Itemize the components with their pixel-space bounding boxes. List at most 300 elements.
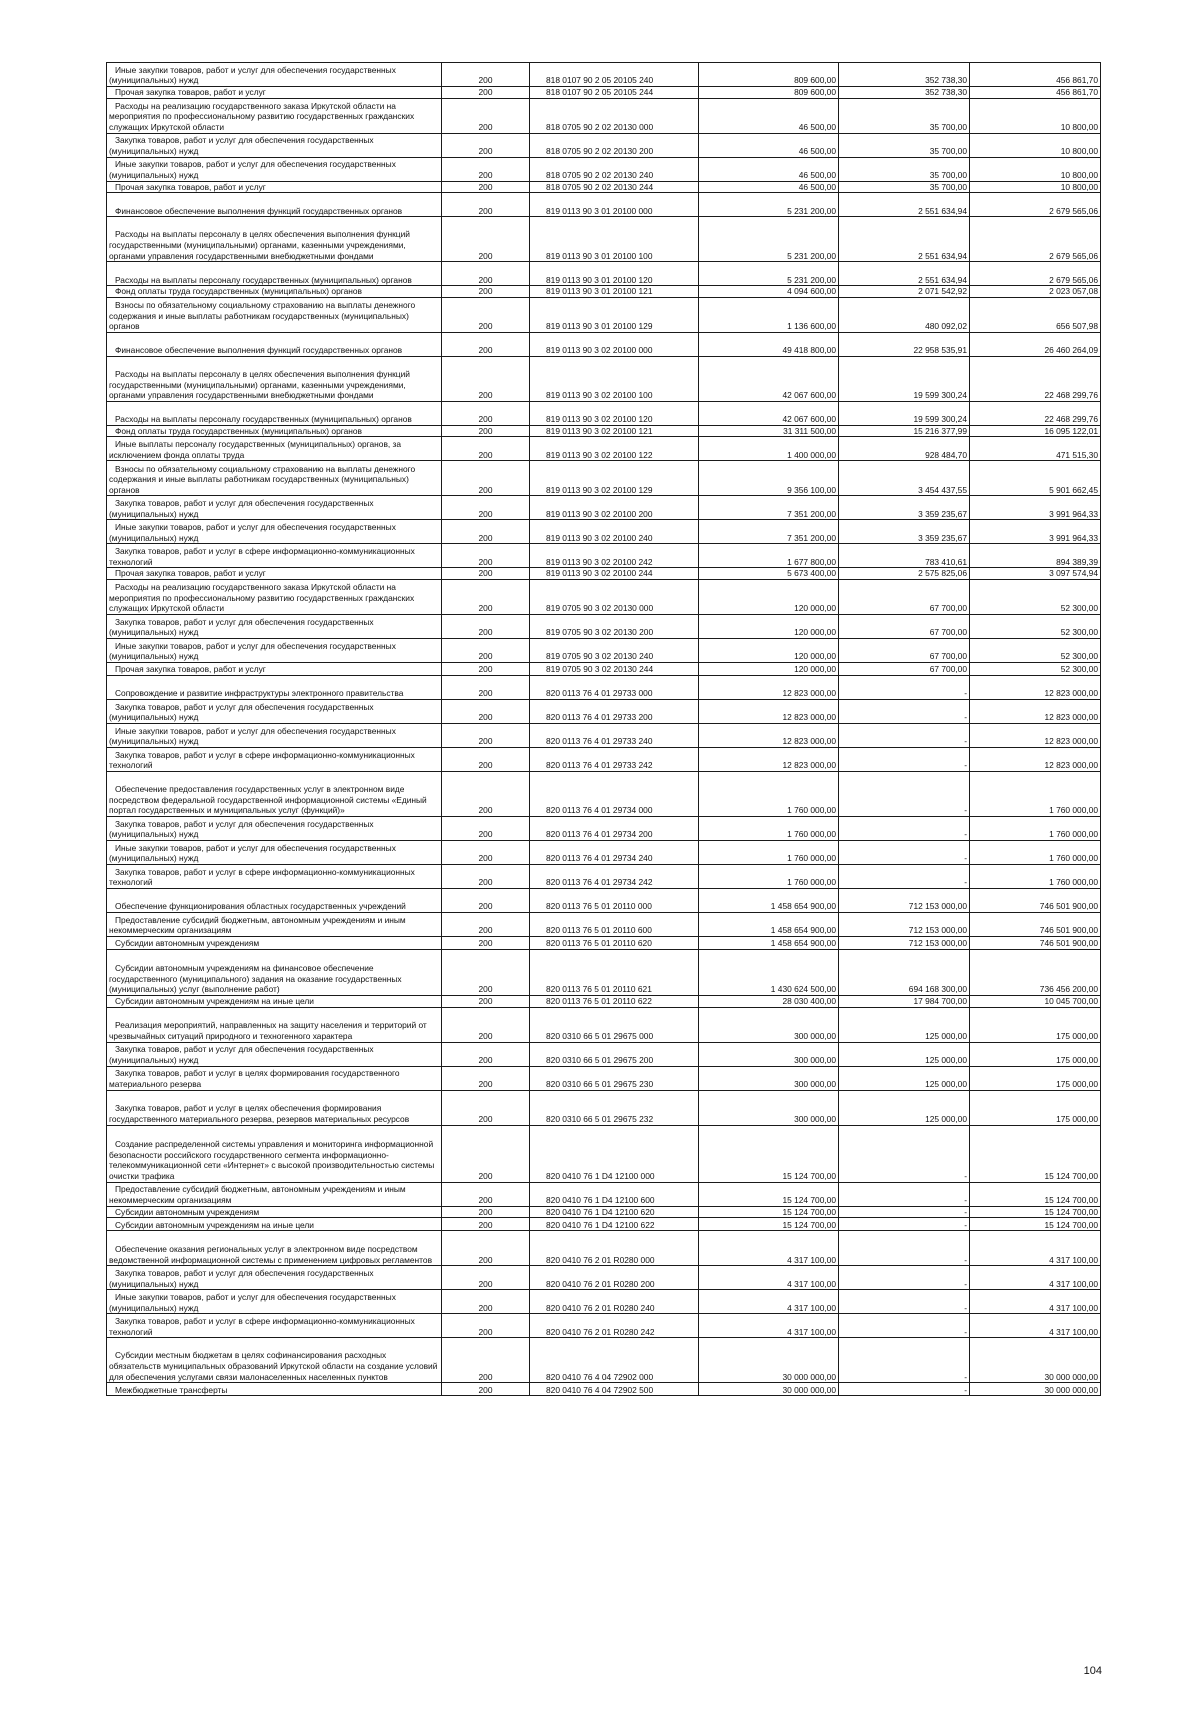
budget-classification-code: 819 0113 90 3 01 20100 100: [530, 217, 699, 262]
item-name: Закупка товаров, работ и услуг для обеспечения государственных (муниципальных) нужд: [107, 133, 442, 157]
line-code: 200: [442, 181, 530, 193]
value-col-3: 4 317 100,00: [970, 1314, 1101, 1338]
value-col-3: 52 300,00: [970, 638, 1101, 662]
item-name: Обеспечение функционирования областных государственных учреждений: [107, 888, 442, 912]
line-code: 200: [442, 949, 530, 995]
item-name: Сопровождение и развитие инфраструктуры электронного правительства: [107, 675, 442, 699]
item-name: Закупка товаров, работ и услуг в сфере информационно-коммуникационных технологий: [107, 544, 442, 568]
table-row: [107, 496, 1101, 520]
line-code: 200: [442, 262, 530, 286]
budget-classification-code: 820 0410 76 1 D4 12100 600: [530, 1182, 699, 1206]
value-col-3: 30 000 000,00: [970, 1383, 1101, 1396]
value-col-3: 746 501 900,00: [970, 888, 1101, 912]
line-code: 200: [442, 638, 530, 662]
item-name: Субсидии местным бюджетам в целях софинансирования расходных обязательств муниципальных образований Иркутской области на создание условий для обеспечения услугами связи малонаселенных населенных пунктов: [107, 1338, 442, 1383]
value-col-3: 12 823 000,00: [970, 699, 1101, 723]
table-row: [107, 888, 1101, 912]
table-row: [107, 425, 1101, 437]
page-number: 104: [1083, 1665, 1102, 1677]
value-col-3: 30 000 000,00: [970, 1338, 1101, 1383]
item-name: Закупка товаров, работ и услуг в целях обеспечения формирования государственного материального резерва, резервов материальных ресурсов: [107, 1090, 442, 1125]
value-col-1: 46 500,00: [699, 157, 839, 181]
value-col-3: 2 679 565,06: [970, 193, 1101, 217]
value-col-3: 4 317 100,00: [970, 1231, 1101, 1266]
table-row: [107, 1042, 1101, 1066]
line-code: 200: [442, 568, 530, 580]
value-col-1: 30 000 000,00: [699, 1338, 839, 1383]
value-col-1: 28 030 400,00: [699, 995, 839, 1007]
table-row: [107, 699, 1101, 723]
item-name: Предоставление субсидий бюджетным, автономным учреждениям и иным некоммерческим организациям: [107, 1182, 442, 1206]
value-col-3: 15 124 700,00: [970, 1218, 1101, 1231]
table-row: [107, 544, 1101, 568]
value-col-2: -: [839, 675, 970, 699]
value-col-2: 352 738,30: [839, 63, 970, 87]
table-row: [107, 1007, 1101, 1042]
value-col-1: 1 458 654 900,00: [699, 912, 839, 936]
value-col-3: 1 760 000,00: [970, 816, 1101, 840]
value-col-1: 12 823 000,00: [699, 747, 839, 771]
table-row: [107, 912, 1101, 936]
item-name: Субсидии автономным учреждениям: [107, 1206, 442, 1218]
value-col-1: 120 000,00: [699, 614, 839, 638]
line-code: 200: [442, 193, 530, 217]
value-col-2: -: [839, 1266, 970, 1290]
line-code: 200: [442, 1066, 530, 1090]
budget-classification-code: 820 0113 76 5 01 20110 621: [530, 949, 699, 995]
value-col-3: 1 760 000,00: [970, 864, 1101, 888]
value-col-2: 67 700,00: [839, 614, 970, 638]
budget-classification-code: 818 0705 90 2 02 20130 244: [530, 181, 699, 193]
line-code: 200: [442, 496, 530, 520]
budget-classification-code: 819 0113 90 3 02 20100 122: [530, 437, 699, 461]
value-col-2: 125 000,00: [839, 1042, 970, 1066]
budget-classification-code: 818 0107 90 2 05 20105 244: [530, 87, 699, 99]
value-col-2: -: [839, 1314, 970, 1338]
value-col-3: 10 045 700,00: [970, 995, 1101, 1007]
budget-classification-code: 820 0113 76 5 01 20110 620: [530, 936, 699, 949]
item-name: Закупка товаров, работ и услуг для обеспечения государственных (муниципальных) нужд: [107, 816, 442, 840]
line-code: 200: [442, 356, 530, 401]
value-col-1: 5 231 200,00: [699, 193, 839, 217]
value-col-2: 67 700,00: [839, 662, 970, 675]
value-col-2: 67 700,00: [839, 638, 970, 662]
table-row: [107, 568, 1101, 580]
value-col-3: 5 901 662,45: [970, 461, 1101, 496]
value-col-2: 15 216 377,99: [839, 425, 970, 437]
table-row: [107, 181, 1101, 193]
item-name: Субсидии автономным учреждениям: [107, 936, 442, 949]
table-row: [107, 1338, 1101, 1383]
value-col-2: -: [839, 816, 970, 840]
item-name: Иные закупки товаров, работ и услуг для обеспечения государственных (муниципальных) нужд: [107, 723, 442, 747]
item-name: Иные закупки товаров, работ и услуг для обеспечения государственных (муниципальных) нужд: [107, 638, 442, 662]
budget-classification-code: 819 0113 90 3 02 20100 120: [530, 401, 699, 425]
line-code: 200: [442, 1182, 530, 1206]
budget-classification-code: 819 0113 90 3 02 20100 129: [530, 461, 699, 496]
table-row: [107, 1266, 1101, 1290]
value-col-1: 42 067 600,00: [699, 356, 839, 401]
table-row: [107, 437, 1101, 461]
line-code: 200: [442, 888, 530, 912]
item-name: Фонд оплаты труда государственных (муниципальных) органов: [107, 425, 442, 437]
line-code: 200: [442, 286, 530, 298]
value-col-3: 12 823 000,00: [970, 723, 1101, 747]
value-col-2: 2 551 634,94: [839, 217, 970, 262]
value-col-3: 471 515,30: [970, 437, 1101, 461]
value-col-2: 2 071 542,92: [839, 286, 970, 298]
value-col-2: -: [839, 1338, 970, 1383]
line-code: 200: [442, 520, 530, 544]
item-name: Финансовое обеспечение выполнения функций государственных органов: [107, 193, 442, 217]
budget-classification-code: 819 0705 90 3 02 20130 240: [530, 638, 699, 662]
table-row: [107, 614, 1101, 638]
line-code: 200: [442, 936, 530, 949]
value-col-1: 1 760 000,00: [699, 771, 839, 816]
item-name: Прочая закупка товаров, работ и услуг: [107, 87, 442, 99]
value-col-1: 46 500,00: [699, 181, 839, 193]
budget-classification-code: 820 0410 76 2 01 R0280 000: [530, 1231, 699, 1266]
value-col-3: 22 468 299,76: [970, 401, 1101, 425]
budget-classification-code: 819 0705 90 3 02 20130 200: [530, 614, 699, 638]
value-col-1: 120 000,00: [699, 579, 839, 614]
value-col-2: 480 092,02: [839, 297, 970, 332]
budget-classification-code: 820 0410 76 1 D4 12100 000: [530, 1125, 699, 1182]
table-row: [107, 949, 1101, 995]
line-code: 200: [442, 1338, 530, 1383]
value-col-2: -: [839, 723, 970, 747]
value-col-2: 17 984 700,00: [839, 995, 970, 1007]
value-col-2: 35 700,00: [839, 157, 970, 181]
table-body: [107, 63, 1101, 1396]
budget-classification-code: 820 0410 76 4 04 72902 500: [530, 1383, 699, 1396]
budget-classification-code: 820 0310 66 5 01 29675 232: [530, 1090, 699, 1125]
value-col-1: 5 231 200,00: [699, 262, 839, 286]
value-col-3: 52 300,00: [970, 614, 1101, 638]
value-col-2: -: [839, 771, 970, 816]
item-name: Создание распределенной системы управления и мониторинга информационной безопасности российского государственного сегмента информационно-телекоммуникационной сети «Интернет» с высокой производительностью системы очистки трафика: [107, 1125, 442, 1182]
value-col-2: -: [839, 1182, 970, 1206]
budget-classification-code: 820 0310 66 5 01 29675 200: [530, 1042, 699, 1066]
line-code: 200: [442, 63, 530, 87]
value-col-2: 35 700,00: [839, 181, 970, 193]
table-row: [107, 157, 1101, 181]
line-code: 200: [442, 133, 530, 157]
value-col-2: 352 738,30: [839, 87, 970, 99]
value-col-2: -: [839, 864, 970, 888]
item-name: Прочая закупка товаров, работ и услуг: [107, 568, 442, 580]
value-col-1: 809 600,00: [699, 63, 839, 87]
value-col-1: 1 136 600,00: [699, 297, 839, 332]
item-name: Закупка товаров, работ и услуг для обеспечения государственных (муниципальных) нужд: [107, 1266, 442, 1290]
budget-classification-code: 819 0113 90 3 02 20100 240: [530, 520, 699, 544]
table-row: [107, 193, 1101, 217]
budget-classification-code: 818 0705 90 2 02 20130 240: [530, 157, 699, 181]
value-col-2: 712 153 000,00: [839, 936, 970, 949]
budget-classification-code: 820 0113 76 4 01 29733 000: [530, 675, 699, 699]
value-col-2: 2 551 634,94: [839, 262, 970, 286]
line-code: 200: [442, 1007, 530, 1042]
table-row: [107, 1125, 1101, 1182]
budget-classification-code: 820 0113 76 5 01 20110 000: [530, 888, 699, 912]
table-row: [107, 87, 1101, 99]
budget-classification-code: 820 0410 76 1 D4 12100 620: [530, 1206, 699, 1218]
table-row: [107, 332, 1101, 356]
value-col-1: 1 760 000,00: [699, 816, 839, 840]
item-name: Расходы на выплаты персоналу государственных (муниципальных) органов: [107, 262, 442, 286]
line-code: 200: [442, 579, 530, 614]
line-code: 200: [442, 699, 530, 723]
value-col-3: 4 317 100,00: [970, 1290, 1101, 1314]
value-col-3: 22 468 299,76: [970, 356, 1101, 401]
budget-classification-code: 820 0113 76 4 01 29734 000: [530, 771, 699, 816]
value-col-2: -: [839, 1206, 970, 1218]
value-col-1: 5 231 200,00: [699, 217, 839, 262]
item-name: Иные закупки товаров, работ и услуг для обеспечения государственных (муниципальных) нужд: [107, 1290, 442, 1314]
value-col-3: 1 760 000,00: [970, 840, 1101, 864]
budget-classification-code: 820 0113 76 5 01 20110 622: [530, 995, 699, 1007]
value-col-1: 809 600,00: [699, 87, 839, 99]
budget-classification-code: 820 0310 66 5 01 29675 230: [530, 1066, 699, 1090]
value-col-2: 3 359 235,67: [839, 520, 970, 544]
item-name: Иные закупки товаров, работ и услуг для обеспечения государственных (муниципальных) нужд: [107, 520, 442, 544]
table-row: [107, 401, 1101, 425]
line-code: 200: [442, 98, 530, 133]
value-col-2: 19 599 300,24: [839, 356, 970, 401]
value-col-1: 12 823 000,00: [699, 675, 839, 699]
value-col-2: 928 484,70: [839, 437, 970, 461]
value-col-1: 120 000,00: [699, 662, 839, 675]
line-code: 200: [442, 662, 530, 675]
value-col-1: 9 356 100,00: [699, 461, 839, 496]
item-name: Взносы по обязательному социальному страхованию на выплаты денежного содержания и иные выплаты работникам государственных (муниципальных) органов: [107, 461, 442, 496]
budget-classification-code: 819 0705 90 3 02 20130 244: [530, 662, 699, 675]
item-name: Фонд оплаты труда государственных (муниципальных) органов: [107, 286, 442, 298]
line-code: 200: [442, 425, 530, 437]
value-col-1: 12 823 000,00: [699, 699, 839, 723]
value-col-3: 15 124 700,00: [970, 1125, 1101, 1182]
budget-classification-code: 818 0705 90 2 02 20130 000: [530, 98, 699, 133]
line-code: 200: [442, 1090, 530, 1125]
item-name: Расходы на реализацию государственного заказа Иркутской области на мероприятия по профессиональному развитию государственных гражданских служащих Иркутской области: [107, 579, 442, 614]
table-row: [107, 1090, 1101, 1125]
value-col-1: 1 458 654 900,00: [699, 888, 839, 912]
table-row: [107, 675, 1101, 699]
value-col-1: 1 760 000,00: [699, 840, 839, 864]
value-col-3: 175 000,00: [970, 1007, 1101, 1042]
line-code: 200: [442, 840, 530, 864]
value-col-2: 3 359 235,67: [839, 496, 970, 520]
value-col-1: 15 124 700,00: [699, 1125, 839, 1182]
budget-classification-code: 819 0113 90 3 01 20100 000: [530, 193, 699, 217]
table-row: [107, 1206, 1101, 1218]
table-row: [107, 133, 1101, 157]
value-col-1: 1 677 800,00: [699, 544, 839, 568]
value-col-3: 736 456 200,00: [970, 949, 1101, 995]
table-row: [107, 840, 1101, 864]
value-col-1: 4 317 100,00: [699, 1231, 839, 1266]
value-col-2: 22 958 535,91: [839, 332, 970, 356]
budget-classification-code: 818 0705 90 2 02 20130 200: [530, 133, 699, 157]
item-name: Расходы на выплаты персоналу в целях обеспечения выполнения функций государственными (муниципальными) органами, казенными учреждениями, органами управления государственными внебюджетными фондами: [107, 356, 442, 401]
table-row: [107, 1066, 1101, 1090]
line-code: 200: [442, 864, 530, 888]
value-col-3: 175 000,00: [970, 1042, 1101, 1066]
value-col-1: 7 351 200,00: [699, 496, 839, 520]
budget-classification-code: 820 0113 76 4 01 29733 240: [530, 723, 699, 747]
line-code: 200: [442, 1042, 530, 1066]
budget-classification-code: 819 0113 90 3 01 20100 121: [530, 286, 699, 298]
line-code: 200: [442, 995, 530, 1007]
item-name: Закупка товаров, работ и услуг для обеспечения государственных (муниципальных) нужд: [107, 614, 442, 638]
value-col-2: 2 551 634,94: [839, 193, 970, 217]
line-code: 200: [442, 723, 530, 747]
value-col-3: 10 800,00: [970, 98, 1101, 133]
table-row: [107, 747, 1101, 771]
item-name: Обеспечение предоставления государственных услуг в электронном виде посредством федеральной государственной информационной системы «Единый портал государственных и муниципальных услуг (функций)»: [107, 771, 442, 816]
value-col-3: 15 124 700,00: [970, 1206, 1101, 1218]
value-col-2: 783 410,61: [839, 544, 970, 568]
item-name: Межбюджетные трансферты: [107, 1383, 442, 1396]
item-name: Расходы на реализацию государственного заказа Иркутской области на мероприятия по профессиональному развитию государственных гражданских служащих Иркутской области: [107, 98, 442, 133]
value-col-2: 35 700,00: [839, 98, 970, 133]
budget-classification-code: 819 0113 90 3 02 20100 242: [530, 544, 699, 568]
line-code: 200: [442, 1314, 530, 1338]
value-col-1: 1 760 000,00: [699, 864, 839, 888]
value-col-3: 894 389,39: [970, 544, 1101, 568]
value-col-3: 52 300,00: [970, 579, 1101, 614]
table-row: [107, 297, 1101, 332]
item-name: Закупка товаров, работ и услуг для обеспечения государственных (муниципальных) нужд: [107, 1042, 442, 1066]
table-row: [107, 217, 1101, 262]
budget-classification-code: 820 0410 76 2 01 R0280 242: [530, 1314, 699, 1338]
value-col-2: -: [839, 1218, 970, 1231]
value-col-1: 15 124 700,00: [699, 1218, 839, 1231]
table-row: [107, 63, 1101, 87]
table-row: [107, 1218, 1101, 1231]
value-col-2: -: [839, 1383, 970, 1396]
value-col-1: 1 458 654 900,00: [699, 936, 839, 949]
line-code: 200: [442, 1231, 530, 1266]
value-col-1: 300 000,00: [699, 1007, 839, 1042]
line-code: 200: [442, 675, 530, 699]
table-row: [107, 1383, 1101, 1396]
value-col-3: 2 679 565,06: [970, 262, 1101, 286]
value-col-3: 52 300,00: [970, 662, 1101, 675]
value-col-3: 4 317 100,00: [970, 1266, 1101, 1290]
budget-classification-code: 818 0107 90 2 05 20105 240: [530, 63, 699, 87]
value-col-2: 694 168 300,00: [839, 949, 970, 995]
table-row: [107, 662, 1101, 675]
value-col-3: 12 823 000,00: [970, 747, 1101, 771]
value-col-1: 42 067 600,00: [699, 401, 839, 425]
value-col-1: 300 000,00: [699, 1042, 839, 1066]
value-col-1: 300 000,00: [699, 1090, 839, 1125]
item-name: Субсидии автономным учреждениям на иные цели: [107, 1218, 442, 1231]
item-name: Субсидии автономным учреждениям на финансовое обеспечение государственного (муниципального) задания на оказание государственных (муниципальных) услуг (выполнение работ): [107, 949, 442, 995]
value-col-1: 12 823 000,00: [699, 723, 839, 747]
item-name: Иные закупки товаров, работ и услуг для обеспечения государственных (муниципальных) нужд: [107, 157, 442, 181]
item-name: Расходы на выплаты персоналу в целях обеспечения выполнения функций государственными (муниципальными) органами, казенными учреждениями, органами управления государственными внебюджетными фондами: [107, 217, 442, 262]
item-name: Расходы на выплаты персоналу государственных (муниципальных) органов: [107, 401, 442, 425]
item-name: Реализация мероприятий, направленных на защиту населения и территорий от чрезвычайных ситуаций природного и техногенного характера: [107, 1007, 442, 1042]
value-col-1: 1 430 624 500,00: [699, 949, 839, 995]
line-code: 200: [442, 1206, 530, 1218]
budget-classification-code: 819 0113 90 3 02 20100 200: [530, 496, 699, 520]
budget-classification-code: 819 0113 90 3 02 20100 244: [530, 568, 699, 580]
value-col-3: 3 991 964,33: [970, 496, 1101, 520]
item-name: Взносы по обязательному социальному страхованию на выплаты денежного содержания и иные выплаты работникам государственных (муниципальных) органов: [107, 297, 442, 332]
value-col-3: 175 000,00: [970, 1090, 1101, 1125]
value-col-1: 15 124 700,00: [699, 1206, 839, 1218]
value-col-3: 3 097 574,94: [970, 568, 1101, 580]
item-name: Прочая закупка товаров, работ и услуг: [107, 662, 442, 675]
value-col-3: 10 800,00: [970, 133, 1101, 157]
table-row: [107, 1182, 1101, 1206]
line-code: 200: [442, 816, 530, 840]
value-col-1: 1 400 000,00: [699, 437, 839, 461]
budget-classification-code: 820 0113 76 4 01 29733 200: [530, 699, 699, 723]
line-code: 200: [442, 1266, 530, 1290]
line-code: 200: [442, 1383, 530, 1396]
value-col-1: 4 094 600,00: [699, 286, 839, 298]
budget-classification-code: 820 0410 76 4 04 72902 000: [530, 1338, 699, 1383]
line-code: 200: [442, 437, 530, 461]
value-col-2: -: [839, 1125, 970, 1182]
value-col-2: 35 700,00: [839, 133, 970, 157]
value-col-3: 2 023 057,08: [970, 286, 1101, 298]
table-row: [107, 356, 1101, 401]
value-col-1: 46 500,00: [699, 133, 839, 157]
table-row: [107, 638, 1101, 662]
table-row: [107, 1314, 1101, 1338]
table-row: [107, 98, 1101, 133]
budget-classification-code: 820 0410 76 2 01 R0280 200: [530, 1266, 699, 1290]
item-name: Закупка товаров, работ и услуг в сфере информационно-коммуникационных технологий: [107, 747, 442, 771]
item-name: Иные закупки товаров, работ и услуг для обеспечения государственных (муниципальных) нужд: [107, 63, 442, 87]
budget-classification-code: 820 0113 76 4 01 29734 242: [530, 864, 699, 888]
value-col-2: 67 700,00: [839, 579, 970, 614]
value-col-1: 4 317 100,00: [699, 1314, 839, 1338]
value-col-3: 175 000,00: [970, 1066, 1101, 1090]
value-col-3: 746 501 900,00: [970, 936, 1101, 949]
value-col-2: -: [839, 840, 970, 864]
line-code: 200: [442, 401, 530, 425]
item-name: Закупка товаров, работ и услуг в целях формирования государственного материального резерва: [107, 1066, 442, 1090]
value-col-1: 30 000 000,00: [699, 1383, 839, 1396]
table-row: [107, 286, 1101, 298]
value-col-1: 15 124 700,00: [699, 1182, 839, 1206]
value-col-3: 456 861,70: [970, 63, 1101, 87]
table-row: [107, 816, 1101, 840]
value-col-3: 1 760 000,00: [970, 771, 1101, 816]
value-col-3: 3 991 964,33: [970, 520, 1101, 544]
line-code: 200: [442, 1218, 530, 1231]
table-row: [107, 1231, 1101, 1266]
value-col-1: 49 418 800,00: [699, 332, 839, 356]
budget-classification-code: 820 0113 76 4 01 29733 242: [530, 747, 699, 771]
value-col-3: 15 124 700,00: [970, 1182, 1101, 1206]
value-col-3: 10 800,00: [970, 157, 1101, 181]
budget-classification-code: 820 0410 76 2 01 R0280 240: [530, 1290, 699, 1314]
line-code: 200: [442, 912, 530, 936]
item-name: Субсидии автономным учреждениям на иные цели: [107, 995, 442, 1007]
line-code: 200: [442, 87, 530, 99]
line-code: 200: [442, 1290, 530, 1314]
line-code: 200: [442, 461, 530, 496]
value-col-2: -: [839, 1231, 970, 1266]
budget-classification-code: 820 0113 76 4 01 29734 200: [530, 816, 699, 840]
